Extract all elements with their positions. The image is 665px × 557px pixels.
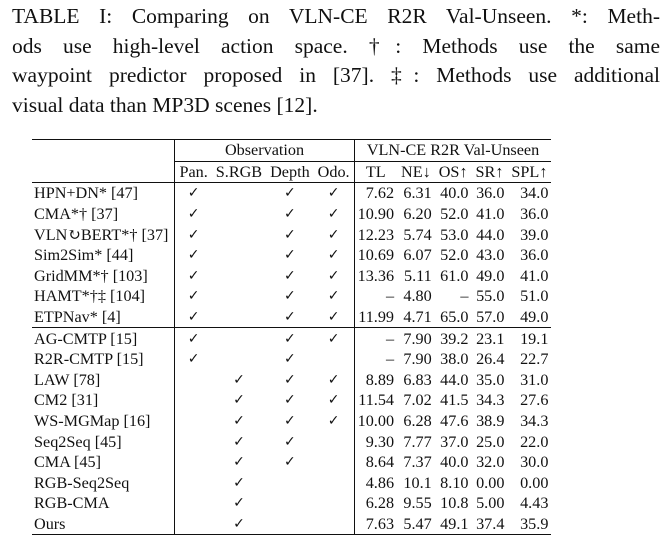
method-header-spacer [32,140,175,162]
depth-cell: ✓ [284,392,296,409]
odo-cell [314,452,354,473]
pan-cell: ✓ [187,206,200,223]
table-row [32,493,551,514]
os-cell: 47.6 [440,412,469,431]
srgb-cell [212,204,266,225]
tl-cell: 8.64 [365,453,395,472]
table-row [32,224,551,245]
pan-cell: ✓ [187,226,200,243]
method-cell: HAMT*†‡ [104] [32,286,175,307]
spl-cell: 0.00 [520,473,549,492]
sr-cell: 34.3 [476,391,505,410]
spl-cell: 4.43 [520,494,549,513]
method-cell: GridMM*† [103] [32,266,175,287]
table-row [32,514,551,535]
method-cell: RGB-CMA [32,493,175,514]
caption-line: ods use high-level action space. †: Methods use the same [12,33,660,58]
table-row [32,370,551,391]
spl-cell: 49.0 [520,308,549,327]
ne-cell: 5.47 [397,514,435,535]
table-row [32,183,551,204]
os-cell: – [460,287,469,306]
sr-cell: 44.0 [476,225,505,244]
odo-cell: ✓ [314,245,354,266]
ne-cell: 4.80 [403,287,432,306]
ne-cell: 7.77 [403,432,432,451]
depth-cell: ✓ [284,247,296,264]
depth-cell: ✓ [284,206,296,223]
spl-cell: 27.6 [520,391,549,410]
pan-cell: ✓ [187,247,200,264]
pan-cell [175,411,212,432]
pan-cell: ✓ [175,328,212,349]
os-cell: 40.0 [440,453,469,472]
os-cell: 49.1 [435,514,472,535]
table-row [32,328,551,349]
tl-cell: 6.28 [365,494,395,513]
sr-cell: 32.0 [476,453,505,472]
depth-cell: ✓ [266,328,314,349]
odo-cell: ✓ [314,370,354,391]
pan-cell: ✓ [187,185,200,202]
table-row [32,349,551,370]
srgb-cell: ✓ [233,392,245,409]
depth-cell [266,473,314,494]
pan-cell: ✓ [187,288,200,305]
os-cell: 40.0 [440,184,469,203]
col-header-os: OS↑ [435,161,472,183]
method-cell: R2R-CMTP [15] [32,349,175,370]
srgb-cell: ✓ [233,433,245,450]
depth-cell: ✓ [284,371,296,388]
sr-cell: 41.0 [476,205,505,224]
odo-cell: ✓ [314,286,354,307]
odo-cell [314,473,354,494]
odo-cell: ✓ [314,411,354,432]
os-cell: 37.0 [440,432,469,451]
ne-cell: 7.02 [403,391,432,410]
sr-cell: 5.00 [476,494,505,513]
os-cell: 61.0 [440,266,469,285]
ne-cell: 5.74 [403,225,432,244]
ne-cell: 7.90 [403,350,432,369]
depth-cell: ✓ [284,267,296,284]
caption-line: TABLE I: Comparing on VLN-CE R2R Val-Unseen. *: Meth- [12,4,660,28]
os-cell: 53.0 [440,225,469,244]
depth-cell: ✓ [284,185,296,202]
srgb-cell: ✓ [212,514,266,535]
srgb-cell [212,245,266,266]
method-header [32,161,175,183]
os-cell: 8.10 [440,473,469,492]
odo-cell [314,349,354,370]
spl-cell: 41.0 [520,266,549,285]
depth-cell: ✓ [284,288,296,305]
observation-group-header: Observation [175,140,354,162]
sr-cell: 25.0 [476,432,505,451]
srgb-cell [212,286,266,307]
table-row [32,266,551,287]
pan-cell [175,452,212,473]
odo-cell [314,493,354,514]
table-row [32,452,551,473]
ne-cell: 5.11 [403,266,432,285]
pan-cell: ✓ [187,267,200,284]
pan-cell [175,370,212,391]
os-cell: 52.0 [440,205,469,224]
method-cell: CMA [45] [32,452,175,473]
pan-cell [175,514,212,535]
tl-cell: – [354,328,397,349]
method-cell: CMA*† [37] [32,204,175,225]
depth-cell: ✓ [284,413,296,430]
spl-cell: 36.0 [520,205,549,224]
ne-cell: 10.1 [403,473,432,492]
ne-cell: 6.07 [403,246,432,265]
col-header-srgb: S.RGB [212,161,266,183]
ne-cell: 6.20 [403,205,432,224]
pan-cell: ✓ [187,309,200,326]
spl-cell: 31.0 [520,370,549,389]
sr-cell: 37.4 [472,514,508,535]
depth-cell: ✓ [284,433,296,450]
tl-cell: – [385,287,395,306]
os-cell: 44.0 [440,370,469,389]
odo-cell: ✓ [314,390,354,411]
tl-cell: 11.54 [358,391,395,410]
table-row [32,431,551,452]
spl-cell: 22.7 [520,350,549,369]
tl-cell: 10.00 [357,412,395,431]
caption-line: waypoint predictor proposed in [37]. ‡: Methods use additional [12,63,660,87]
method-cell: Sim2Sim* [44] [32,245,175,266]
os-cell: 41.5 [440,391,469,410]
srgb-cell [212,224,266,245]
caption-line: visual data than MP3D scenes [12]. [12,92,318,117]
odo-cell [314,514,354,535]
srgb-cell [212,349,266,370]
method-cell: WS-MGMap [16] [32,411,175,432]
odo-cell: ✓ [314,307,354,328]
tl-cell: 8.89 [365,370,395,389]
os-cell: 52.0 [440,246,469,265]
results-table [32,139,551,535]
srgb-cell: ✓ [233,454,245,471]
method-cell: Seq2Seq [45] [32,431,175,452]
spl-cell: 36.0 [520,246,549,265]
ne-cell: 6.31 [403,184,432,203]
pan-cell [175,473,212,494]
method-cell: RGB-Seq2Seq [32,473,175,494]
odo-cell: ✓ [314,266,354,287]
srgb-cell [212,183,266,204]
sr-cell: 43.0 [476,246,505,265]
spl-cell: 34.0 [520,184,549,203]
table-row [32,307,551,328]
srgb-cell: ✓ [233,474,245,491]
table-caption [12,2,660,120]
depth-cell: ✓ [284,309,296,326]
depth-cell: ✓ [284,226,296,243]
srgb-cell: ✓ [233,495,245,512]
method-cell: Ours [32,514,175,535]
odo-cell [314,431,354,452]
odo-cell: ✓ [314,183,354,204]
srgb-cell [212,307,266,328]
spl-cell: 19.1 [507,328,551,349]
srgb-cell: ✓ [233,413,245,430]
tl-cell: 13.36 [357,266,395,285]
spl-cell: 35.9 [507,514,551,535]
col-header-spl: SPL↑ [507,161,551,183]
benchmark-group-header: VLN-CE R2R Val-Unseen [354,140,551,162]
pan-cell [175,390,212,411]
spl-cell: 51.0 [520,287,549,306]
col-header-ne: NE↓ [397,161,435,183]
srgb-cell [212,328,266,349]
depth-cell [266,514,314,535]
sr-cell: 23.1 [472,328,508,349]
tl-cell: 11.99 [358,308,395,327]
table-row [32,204,551,225]
spl-cell: 39.0 [520,225,549,244]
method-cell: AG-CMTP [15] [32,328,175,349]
method-cell: CM2 [31] [32,390,175,411]
col-header-sr: SR↑ [472,161,508,183]
tl-cell: 12.23 [357,225,395,244]
sr-cell: 49.0 [476,266,505,285]
odo-cell: ✓ [314,224,354,245]
pan-cell [175,431,212,452]
tl-cell: 7.62 [365,184,395,203]
table-row [32,473,551,494]
pan-cell: ✓ [187,351,200,368]
sr-cell: 35.0 [476,370,505,389]
tl-cell: 7.63 [354,514,397,535]
table-row [32,411,551,432]
spl-cell: 30.0 [520,453,549,472]
sr-cell: 57.0 [476,308,505,327]
srgb-cell: ✓ [233,371,245,388]
spl-cell: 22.0 [520,432,549,451]
os-cell: 38.0 [440,350,469,369]
ne-cell: 6.83 [403,370,432,389]
tl-cell: 10.69 [357,246,395,265]
method-cell: HPN+DN* [47] [32,183,175,204]
ne-cell: 4.71 [403,308,432,327]
sr-cell: 38.9 [476,412,505,431]
ne-cell: 7.37 [403,453,432,472]
os-cell: 39.2 [435,328,472,349]
pan-cell [175,493,212,514]
method-cell: VLN↻BERT*† [37] [32,224,175,245]
ne-cell: 7.90 [397,328,435,349]
tl-cell: – [385,350,395,369]
depth-cell: ✓ [284,351,296,368]
tl-cell: 10.90 [357,205,395,224]
tl-cell: 9.30 [365,432,395,451]
col-header-depth: Depth [266,161,314,183]
table-row [32,390,551,411]
ne-cell: 9.55 [403,494,432,513]
col-header-tl: TL [354,161,397,183]
sr-cell: 55.0 [476,287,505,306]
col-header-pan: Pan. [175,161,212,183]
depth-cell: ✓ [284,454,296,471]
spl-cell: 34.3 [520,412,549,431]
srgb-cell [212,266,266,287]
depth-cell [266,493,314,514]
os-cell: 65.0 [440,308,469,327]
sr-cell: 36.0 [476,184,505,203]
odo-cell: ✓ [314,204,354,225]
ne-cell: 6.28 [403,412,432,431]
sr-cell: 26.4 [476,350,505,369]
table-row [32,245,551,266]
table-row [32,286,551,307]
sr-cell: 0.00 [476,473,505,492]
tl-cell: 4.86 [365,473,395,492]
col-header-odo: Odo. [314,161,354,183]
method-cell: ETPNav* [4] [32,307,175,328]
method-cell: LAW [78] [32,370,175,391]
odo-cell: ✓ [314,328,354,349]
os-cell: 10.8 [440,494,469,513]
